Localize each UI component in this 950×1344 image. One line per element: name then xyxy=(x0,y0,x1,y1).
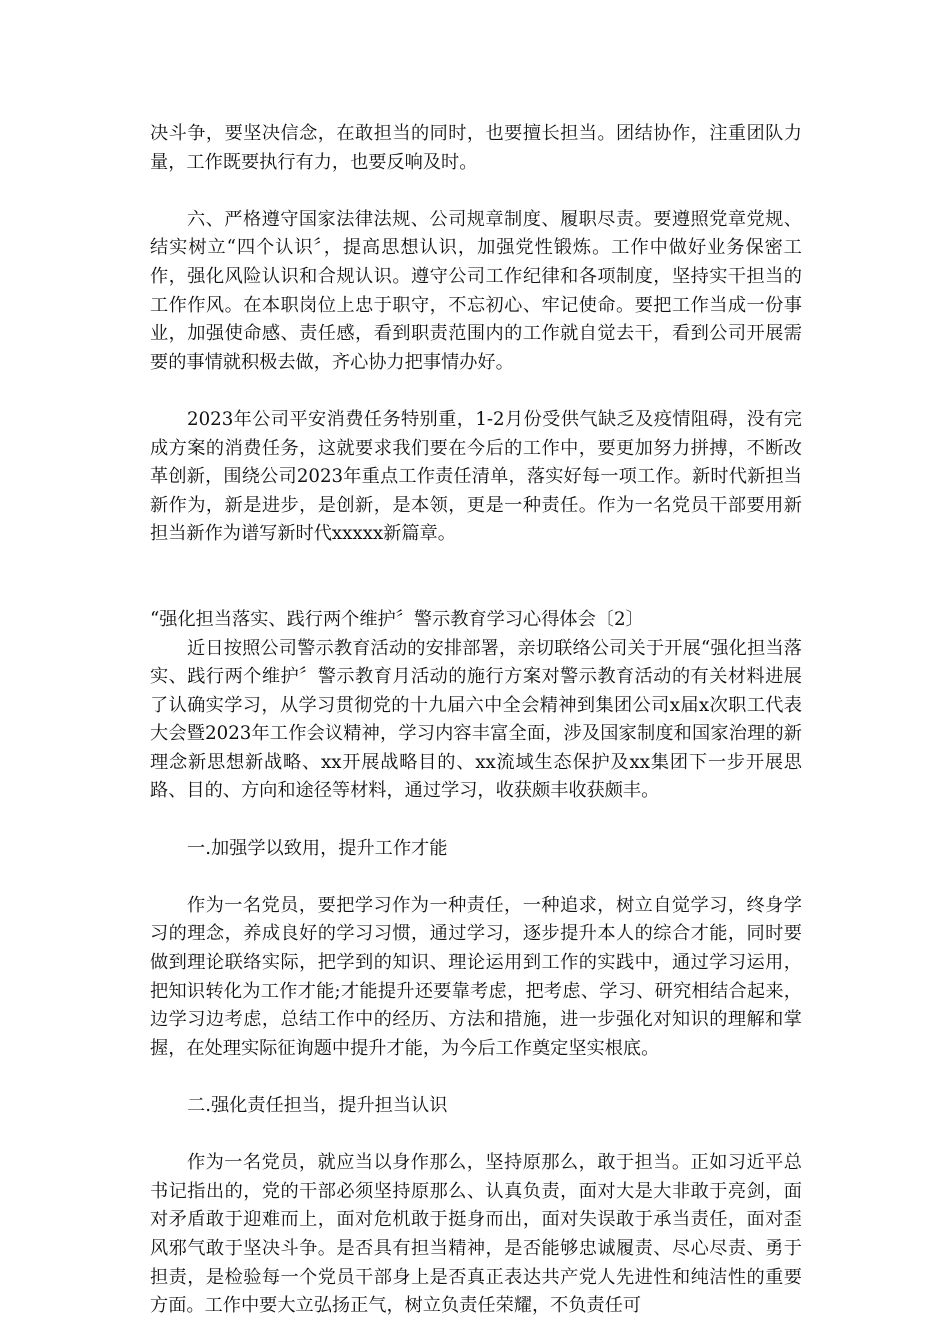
paragraph-continuation: 决斗争，要坚决信念，在敢担当的同时，也要擅长担当。团结协作，注重团队力量，工作既要执行有力，也要反响及时。 xyxy=(150,123,802,173)
section-heading-one: 一.加强学以致用，提升工作才能 xyxy=(187,837,448,859)
paragraph-responsibility: 作为一名党员，就应当以身作那么，坚持原那么，敢于担当。正如习近平总书记指出的，党的干部必须坚持原那么、认真负责，面对大是大非敢于亮剑，面对矛盾敢于迎难而上，面对危机敢于挺身而出，面对失误敢于承当责任，面对歪风邪气敢于坚决斗争。是否具有担当精神，是否能够忠诚履责、尽心尽责、勇于担责，是检验每一个党员干部身上是否真正表达共产党人先进性和纯洁性的重要方面。工作中要大立弘扬正气，树立负责任荣耀，不负责任可 xyxy=(150,1152,802,1317)
paragraph-section-six: 六、严格遵守国家法律法规、公司规章制度、履职尽责。要遵照党章党规、结实树立“四个认识〞，提高思想认识，加强党性锻炼。工作中做好业务保密工作，强化风险认识和合规认识。遵守公司工作纪律和各项制度，坚持实干担当的工作作风。在本职岗位上忠于职守，不忘初心、牢记使命。要把工作当成一份事业，加强使命感、责任感，看到职责范围内的工作就自觉去干，看到公司开展需要的事情就积极去做，齐心协力把事情办好。 xyxy=(150,208,802,373)
paragraph-intro: 近日按照公司警示教育活动的安排部署，亲切联络公司关于开展“强化担当落实、践行两个维护〞警示教育月活动的施行方案对警示教育活动的有关材料进展了认确实学习，从学习贯彻党的十九届六中全会精神到集团公司x届x次职工代表大会暨2023年工作会议精神，学习内容丰富全面，涉及国家制度和国家治理的新理念新思想新战略、xx开展战略目的、xx流域生态保护及xx集团下一步开展思路、目的、方向和途径等材料，通过学习，收获颇丰收获颇丰。 xyxy=(150,637,802,802)
paragraph-2023-tasks: 2023年公司平安消费任务特别重，1-2月份受供气缺乏及疫情阻碍，没有完成方案的消费任务，这就要求我们要在今后的工作中，要更加努力拼搏，不断改革创新，围绕公司2023年重点工作责任清单，落实好每一项工作。新时代新担当新作为，新是进步，是创新，是本领，更是一种责任。作为一名党员干部要用新担当新作为谱写新时代xxxxx新篇章。 xyxy=(150,408,802,545)
document-body xyxy=(150,120,802,1321)
section-heading-two: 二.强化责任担当，提升担当认识 xyxy=(187,1095,448,1116)
article-title: “强化担当落实、践行两个维护〞警示教育学习心得体会〔2〕 xyxy=(150,608,644,630)
paragraph-learning: 作为一名党员，要把学习作为一种责任，一种追求，树立自觉学习，终身学习的理念，养成良好的学习习惯，通过学习，逐步提升本人的综合才能，同时要做到理论联络实际，把学到的知识、理论运用到工作的实践中，通过学习运用，把知识转化为工作才能;才能提升还要靠考虑，把考虑、学习、研究相结合起来，边学习边考虑，总结工作中的经历、方法和措施，进一步强化对知识的理解和掌握，在处理实际征询题中提升才能，为今后工作奠定坚实根底。 xyxy=(150,894,802,1059)
